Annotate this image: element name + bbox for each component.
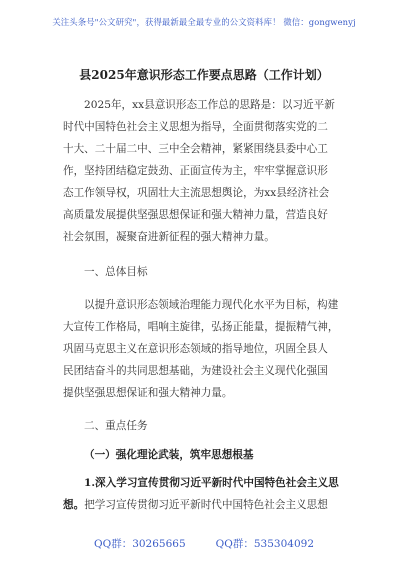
footer-contacts bbox=[0, 536, 408, 551]
goals-line: 以提升意识形态领域治理能力现代化水平为目标，构建 bbox=[84, 299, 339, 311]
header-notice: 关注头条号"公文研究"，获得最新最全最专业的公文资料库！ 微信：gongwenyj bbox=[52, 17, 356, 27]
goals-line: 提供坚强思想保证和强大精神力量。 bbox=[63, 387, 233, 399]
intro-line: 作，坚持团结稳定鼓劲、正面宣传为主，牢牢掌握意识形 bbox=[63, 165, 328, 177]
goals-line: 巩固马克思主义在意识形态领域的指导地位，巩固全县人 bbox=[63, 343, 328, 355]
item1-text: 把学习宣传贯彻习近平新时代中国特色社会主义思想 bbox=[84, 499, 328, 511]
intro-paragraph bbox=[63, 94, 363, 248]
footer-qq-group-2: QQ群：535304092 bbox=[215, 538, 314, 550]
section-heading-tasks: 二、重点任务 bbox=[84, 420, 148, 432]
intro-line: 社会氛围，凝聚奋进新征程的强大精神力量。 bbox=[63, 231, 275, 243]
item1-line bbox=[63, 494, 363, 516]
footer-qq-group-1: QQ群：30265665 bbox=[93, 538, 186, 550]
intro-line: 时代中国特色社会主义思想为指导，全面贯彻落实党的二 bbox=[63, 121, 328, 133]
document-title: 县2025年意识形态工作要点思路（工作计划） bbox=[79, 68, 329, 82]
section-heading-goals: 一、总体目标 bbox=[84, 266, 148, 278]
intro-line: 十大、二十届二中、三中全会精神，紧紧围绕县委中心工 bbox=[63, 143, 328, 155]
item1-paragraph bbox=[63, 472, 363, 516]
intro-line: 2025年，xx县意识形态工作总的思路是：以习近平新 bbox=[84, 99, 335, 111]
intro-line: 高质量发展提供坚强思想保证和强大精神力量，营造良好 bbox=[63, 209, 328, 221]
goals-line: 民团结奋斗的共同思想基础，为建设社会主义现代化强国 bbox=[63, 365, 328, 377]
subsection-heading: （一）强化理论武装，筑牢思想根基 bbox=[84, 449, 254, 461]
intro-line: 态工作领导权，巩固壮大主流思想舆论，为xx县经济社会 bbox=[63, 187, 330, 199]
goals-paragraph bbox=[63, 294, 363, 404]
item1-title-line: 1.深入学习宣传贯彻习近平新时代中国特色社会主义思 bbox=[84, 477, 339, 489]
goals-line: 大宣传工作格局，唱响主旋律，弘扬正能量，提振精气神， bbox=[63, 321, 339, 333]
item1-title-end: 想。 bbox=[63, 499, 85, 511]
